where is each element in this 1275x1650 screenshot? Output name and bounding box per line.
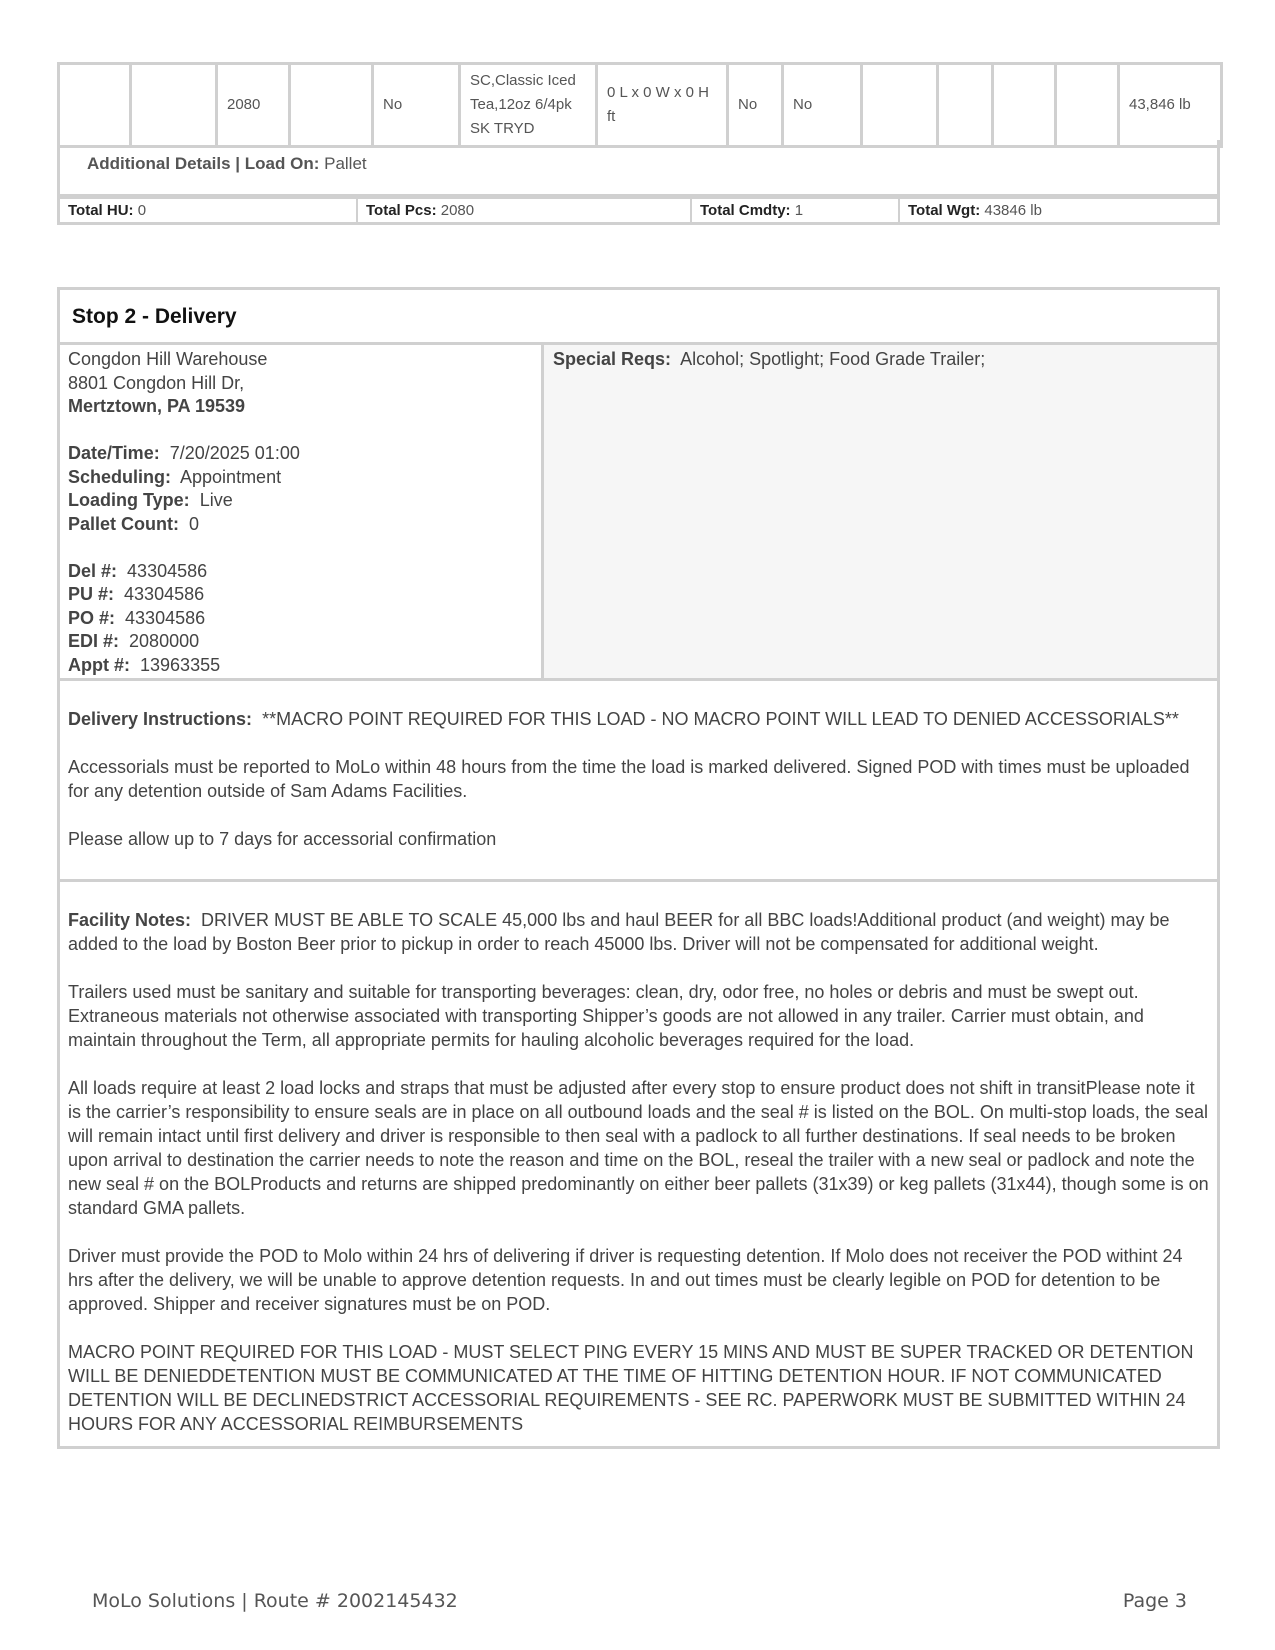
total-pcs-value: 2080 [440,202,475,219]
delivery-instructions-p1 [68,707,1209,731]
facility-street: 8801 Congdon Hill Dr, [68,372,245,393]
facility-notes-p2: Trailers used must be sanitary and suitable for transporting beverages: clean, dry, odor free, no holes or debris and must be swept out. Extraneous materials not otherwise associated with transporting Shipper’s goods are not allowed in any trailer. Carrier must obtain, and maintain throughout the Term, all appropriate permits for hauling alcoholic beverages required for the load. [68,982,1144,1050]
del-line [68,560,533,584]
commodity-cell [290,64,373,147]
po-line [68,607,533,631]
commodity-cell [1056,64,1119,147]
stop-title: Stop 2 - Delivery [60,290,1217,345]
stop-address-column [60,345,544,678]
stop-section [57,287,1220,1449]
scheduling-value: Appointment [180,466,282,487]
commodity-row [59,64,1222,147]
facility-notes [60,882,1217,1436]
commodity-flag: No [783,64,862,147]
pu-line [68,583,533,607]
facility-city [68,395,533,419]
total-hu [60,199,358,222]
commodity-cell [993,64,1056,147]
commodity-pieces: 2080 [217,64,290,147]
datetime-label: Date/Time: [68,443,160,463]
facility-notes-p1 [68,908,1209,956]
total-cmdty [692,199,900,222]
stop-details [60,345,1217,681]
total-pcs-label: Total Pcs: [366,202,437,219]
pallet-line [68,513,533,537]
pallet-label: Pallet Count: [68,513,179,534]
facility-name: Congdon Hill Warehouse [68,349,268,369]
delivery-instructions-text: **MACRO POINT REQUIRED FOR THIS LOAD - NO MACRO POINT WILL LEAD TO DENIED ACCESSORIALS** [262,709,1179,729]
loading-line [68,489,533,513]
delivery-instructions-p2: Accessorials must be reported to MoLo within 48 hours from the time the load is marked delivered. Signed POD with times must be uploaded for any detention outside of Sam Adams Facilities. [68,757,1190,801]
loading-label: Loading Type: [68,490,190,510]
footer-route: MoLo Solutions | Route # 2002145432 [92,1590,458,1612]
appt-label: Appt #: [68,654,130,675]
additional-details-label: Additional Details | Load On: [87,154,320,173]
commodity-flag: No [728,64,783,147]
appt-line [68,654,533,678]
total-cmdty-label: Total Cmdty: [700,202,791,219]
facility-city-text: Mertztown, PA 19539 [68,396,246,416]
commodity-cell [131,64,217,147]
edi-label: EDI #: [68,631,120,651]
additional-details [57,140,1220,197]
additional-details-value: Pallet [324,154,367,173]
po-value: 43304586 [125,607,206,628]
po-label: PO #: [68,607,116,628]
total-wgt-label: Total Wgt: [908,202,981,219]
commodity-table [57,62,1223,148]
total-hu-value: 0 [137,202,147,219]
delivery-instructions-p3: Please allow up to 7 days for accessorial confirmation [68,829,497,849]
delivery-instructions-label: Delivery Instructions: [68,709,253,729]
special-reqs-label: Special Reqs: [553,349,672,369]
facility-notes-p4: Driver must provide the POD to Molo within 24 hrs of delivering if driver is requesting detention. If Molo does not receiver the POD withint 24 hrs after the delivery, we will be unable to approve detention requests. In and out times must be clearly legible on POD for detention to be approved. Shipper and receiver signatures must be on POD. [68,1246,1183,1314]
facility-notes-p3: All loads require at least 2 load locks and straps that must be adjusted after every stop to ensure product does not shift in transitPlease note it is the carrier’s responsibility to ensure seals are in place on all outbound loads and the seal # is listed on the BOL. On multi-stop loads, the seal will remain intact until first delivery and driver is responsible to then seal with a padlock to all further destinations. If seal needs to be broken upon arrival to destination the carrier needs to note the reason and time on the BOL, reseal the trailer with a new seal or padlock and note the new seal # on the BOLProducts and returns are shipped predominantly on either beer pallets (31x39) or keg pallets (31x44), though some is on standard GMA pallets. [68,1078,1209,1218]
pallet-value: 0 [189,513,200,534]
total-cmdty-value: 1 [794,202,804,219]
datetime-value: 7/20/2025 01:00 [169,443,300,463]
edi-value: 2080000 [129,631,200,651]
special-reqs-value: Alcohol; Spotlight; Food Grade Trailer; [680,349,986,369]
totals-row [57,197,1220,225]
special-reqs-column [544,345,1217,678]
total-pcs [358,199,692,222]
commodity-dimensions: 0 L x 0 W x 0 H ft [597,64,728,147]
pu-value: 43304586 [124,584,205,604]
del-label: Del #: [68,560,118,581]
total-wgt [900,199,1217,222]
commodity-hazmat: No [373,64,460,147]
pu-label: PU #: [68,584,115,604]
loading-value: Live [199,490,233,510]
scheduling-label: Scheduling: [68,466,171,487]
commodity-description: SC,Classic Iced Tea,12oz 6/4pk SK TRYD [460,64,597,147]
delivery-instructions [60,681,1217,882]
edi-line [68,630,533,654]
commodity-cell [59,64,131,147]
scheduling-line [68,466,533,490]
del-value: 43304586 [127,560,208,581]
facility-notes-label: Facility Notes: [68,910,192,930]
footer-page-number: Page 3 [1122,1590,1187,1612]
commodity-weight: 43,846 lb [1119,64,1222,147]
appt-value: 13963355 [140,654,221,675]
commodity-cell [938,64,993,147]
total-hu-label: Total HU: [68,202,134,219]
datetime-line [68,442,533,466]
facility-notes-text: DRIVER MUST BE ABLE TO SCALE 45,000 lbs and haul BEER for all BBC loads!Additional product (and weight) may be added to the load by Boston Beer prior to pickup in order to reach 45000 lbs. Driver will not be compensated for additional weight. [68,910,1170,954]
facility-notes-p5: MACRO POINT REQUIRED FOR THIS LOAD - MUST SELECT PING EVERY 15 MINS AND MUST BE SUPER TRACKED OR DETENTION WILL BE DENIEDDETENTION MUST BE COMMUNICATED AT THE TIME OF HITTING DETENTION HOUR. IF NOT COMMUNICATED DETENTION WILL BE DECLINEDSTRICT ACCESSORIAL REQUIREMENTS - SEE RC. PAPERWORK MUST BE SUBMITTED WITHIN 24 HOURS FOR ANY ACCESSORIAL REIMBURSEMENTS [68,1342,1194,1434]
commodity-cell [862,64,938,147]
total-wgt-value: 43846 lb [984,202,1042,219]
